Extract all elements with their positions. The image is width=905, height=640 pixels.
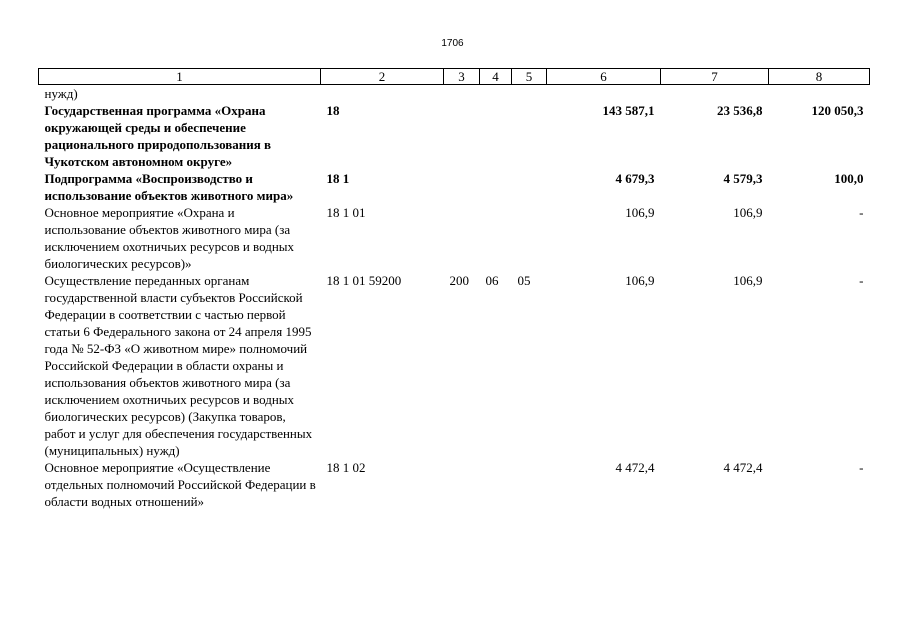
column-header: 2 bbox=[321, 69, 444, 85]
row-code: 18 1 02 bbox=[326, 460, 366, 475]
row-c4: 06 bbox=[485, 273, 499, 288]
row-c4 bbox=[480, 459, 512, 510]
row-c8: - bbox=[859, 460, 864, 475]
row-c6: 106,9 bbox=[625, 273, 655, 288]
row-c5 bbox=[512, 459, 547, 510]
table-header-row bbox=[39, 69, 870, 85]
row-c8: 100,0 bbox=[834, 171, 864, 186]
row-c6: 106,9 bbox=[625, 205, 655, 220]
row-c3 bbox=[444, 102, 480, 170]
row-c7: 4 472,4 bbox=[723, 460, 763, 475]
table-row bbox=[39, 204, 870, 272]
row-c3 bbox=[444, 204, 480, 272]
row-c7: 106,9 bbox=[733, 273, 763, 288]
row-c4 bbox=[480, 204, 512, 272]
table-row bbox=[39, 85, 870, 103]
row-c5: 05 bbox=[517, 273, 531, 288]
row-c6: 4 472,4 bbox=[615, 460, 655, 475]
row-c4 bbox=[480, 170, 512, 204]
row-c8 bbox=[769, 85, 870, 103]
row-c3 bbox=[444, 459, 480, 510]
row-name: Основное мероприятие «Осуществление отдельных полномочий Российской Федерации в области водных отношений» bbox=[44, 460, 316, 509]
column-header: 5 bbox=[512, 69, 547, 85]
column-header: 3 bbox=[444, 69, 480, 85]
row-c3 bbox=[444, 170, 480, 204]
row-c5 bbox=[512, 204, 547, 272]
row-code: 18 1 01 59200 bbox=[326, 273, 402, 288]
column-header: 1 bbox=[39, 69, 321, 85]
row-c5 bbox=[512, 85, 547, 103]
row-c4 bbox=[480, 85, 512, 103]
row-c3 bbox=[444, 85, 480, 103]
row-c7: 106,9 bbox=[733, 205, 763, 220]
column-header: 7 bbox=[661, 69, 769, 85]
row-c5 bbox=[512, 170, 547, 204]
row-c8: 120 050,3 bbox=[811, 103, 864, 118]
budget-table bbox=[38, 68, 870, 510]
row-c6: 143 587,1 bbox=[602, 103, 655, 118]
table-row bbox=[39, 459, 870, 510]
page-number: 1706 bbox=[441, 38, 464, 49]
row-c8: - bbox=[859, 205, 864, 220]
row-name: Основное мероприятие «Охрана и использование объектов животного мира (за исключением охотничьих ресурсов и водных биологических ресурсов)» bbox=[44, 205, 295, 271]
row-code: 18 bbox=[326, 103, 340, 118]
row-name: Государственная программа «Охрана окружающей среды и обеспечение рационального природопользования в Чукотском автономном округе» bbox=[44, 103, 272, 169]
column-header: 4 bbox=[480, 69, 512, 85]
table-row bbox=[39, 102, 870, 170]
row-c8: - bbox=[859, 273, 864, 288]
column-header: 6 bbox=[547, 69, 661, 85]
row-c4 bbox=[480, 102, 512, 170]
row-c7 bbox=[661, 85, 769, 103]
table-row bbox=[39, 170, 870, 204]
column-header: 8 bbox=[769, 69, 870, 85]
row-c7: 4 579,3 bbox=[723, 171, 763, 186]
table-row bbox=[39, 272, 870, 459]
row-c7: 23 536,8 bbox=[717, 103, 763, 118]
row-c3: 200 bbox=[449, 273, 469, 288]
row-c5 bbox=[512, 102, 547, 170]
row-name: Осуществление переданных органам государственной власти субъектов Российской Федерации в соответствии с частью первой статьи 6 Федерального закона от 24 апреля 1995 года № 52-ФЗ «О животном мире» полномочий Российской Федерации в области охраны и использования объектов животного мира (за исключением охотничьих ресурсов и водных биологических ресурсов) (Закупка товаров, работ и услуг для обеспечения государственных (муниципальных) нужд) bbox=[44, 273, 313, 458]
row-c6 bbox=[547, 85, 661, 103]
row-name: Подпрограмма «Воспроизводство и использование объектов животного мира» bbox=[44, 171, 294, 203]
row-name: нужд) bbox=[44, 86, 78, 101]
row-c6: 4 679,3 bbox=[615, 171, 655, 186]
row-code bbox=[321, 85, 444, 103]
row-code: 18 1 bbox=[326, 171, 350, 186]
row-code: 18 1 01 bbox=[326, 205, 366, 220]
